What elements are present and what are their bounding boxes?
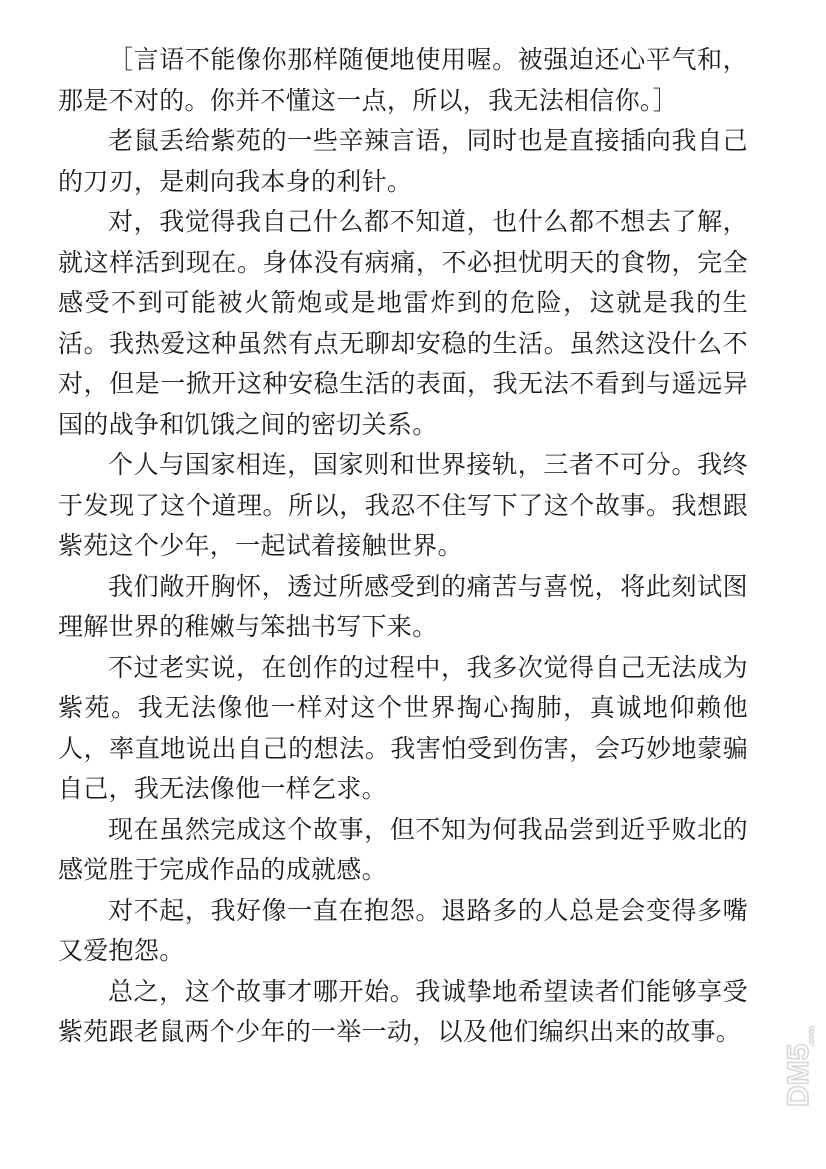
paragraph: 我们敞开胸怀，透过所感受到的痛苦与喜悦，将此刻试图理解世界的稚嫩与笨拙书写下来。 — [58, 571, 748, 641]
document-page — [58, 40, 748, 1053]
paragraph: 现在虽然完成这个故事，但不知为何我品尝到近乎败北的感觉胜于完成作品的成就感。 — [58, 814, 748, 884]
paragraph: 对不起，我好像一直在抱怨。退路多的人总是会变得多嘴又爱抱怨。 — [58, 895, 748, 965]
paragraph: 老鼠丢给紫苑的一些辛辣言语，同时也是直接插向我自己的刀刃，是刺向我本身的利针。 — [58, 126, 748, 196]
watermark-text: DM5 — [782, 1043, 815, 1107]
paragraph: ［言语不能像你那样随便地使用喔。被强迫还心平气和，那是不对的。你并不懂这一点，所以，我无法相信你。］ — [58, 45, 748, 115]
paragraph: 不过老实说，在创作的过程中，我多次觉得自己无法成为紫苑。我无法像他一样对这个世界掏心掏肺，真诚地仰赖他人，率直地说出自己的想法。我害怕受到伤害，会巧妙地蒙骗自己，我无法像他一样乞求。 — [58, 652, 748, 803]
paragraph: 总之，这个故事才哪开始。我诚挚地希望读者们能够享受紫苑跟老鼠两个少年的一举一动，以及他们编织出来的故事。 — [58, 976, 748, 1046]
dm5-watermark-logo — [778, 1009, 818, 1109]
paragraph: 个人与国家相连，国家则和世界接轨，三者不可分。我终于发现了这个道理。所以，我忍不住写下了这个故事。我想跟紫苑这个少年，一起试着接触世界。 — [58, 450, 748, 560]
paragraph: 对，我觉得我自己什么都不知道，也什么都不想去了解，就这样活到现在。身体没有病痛，不必担忧明天的食物，完全感受不到可能被火箭炮或是地雷炸到的危险，这就是我的生活。我热爱这种虽然有点无聊却安稳的生活。虽然这没什么不对，但是一掀开这种安稳生活的表面，我无法不看到与遥远异国的战争和饥饿之间的密切关系。 — [58, 207, 748, 439]
watermark-suffix: .com — [806, 1025, 816, 1047]
